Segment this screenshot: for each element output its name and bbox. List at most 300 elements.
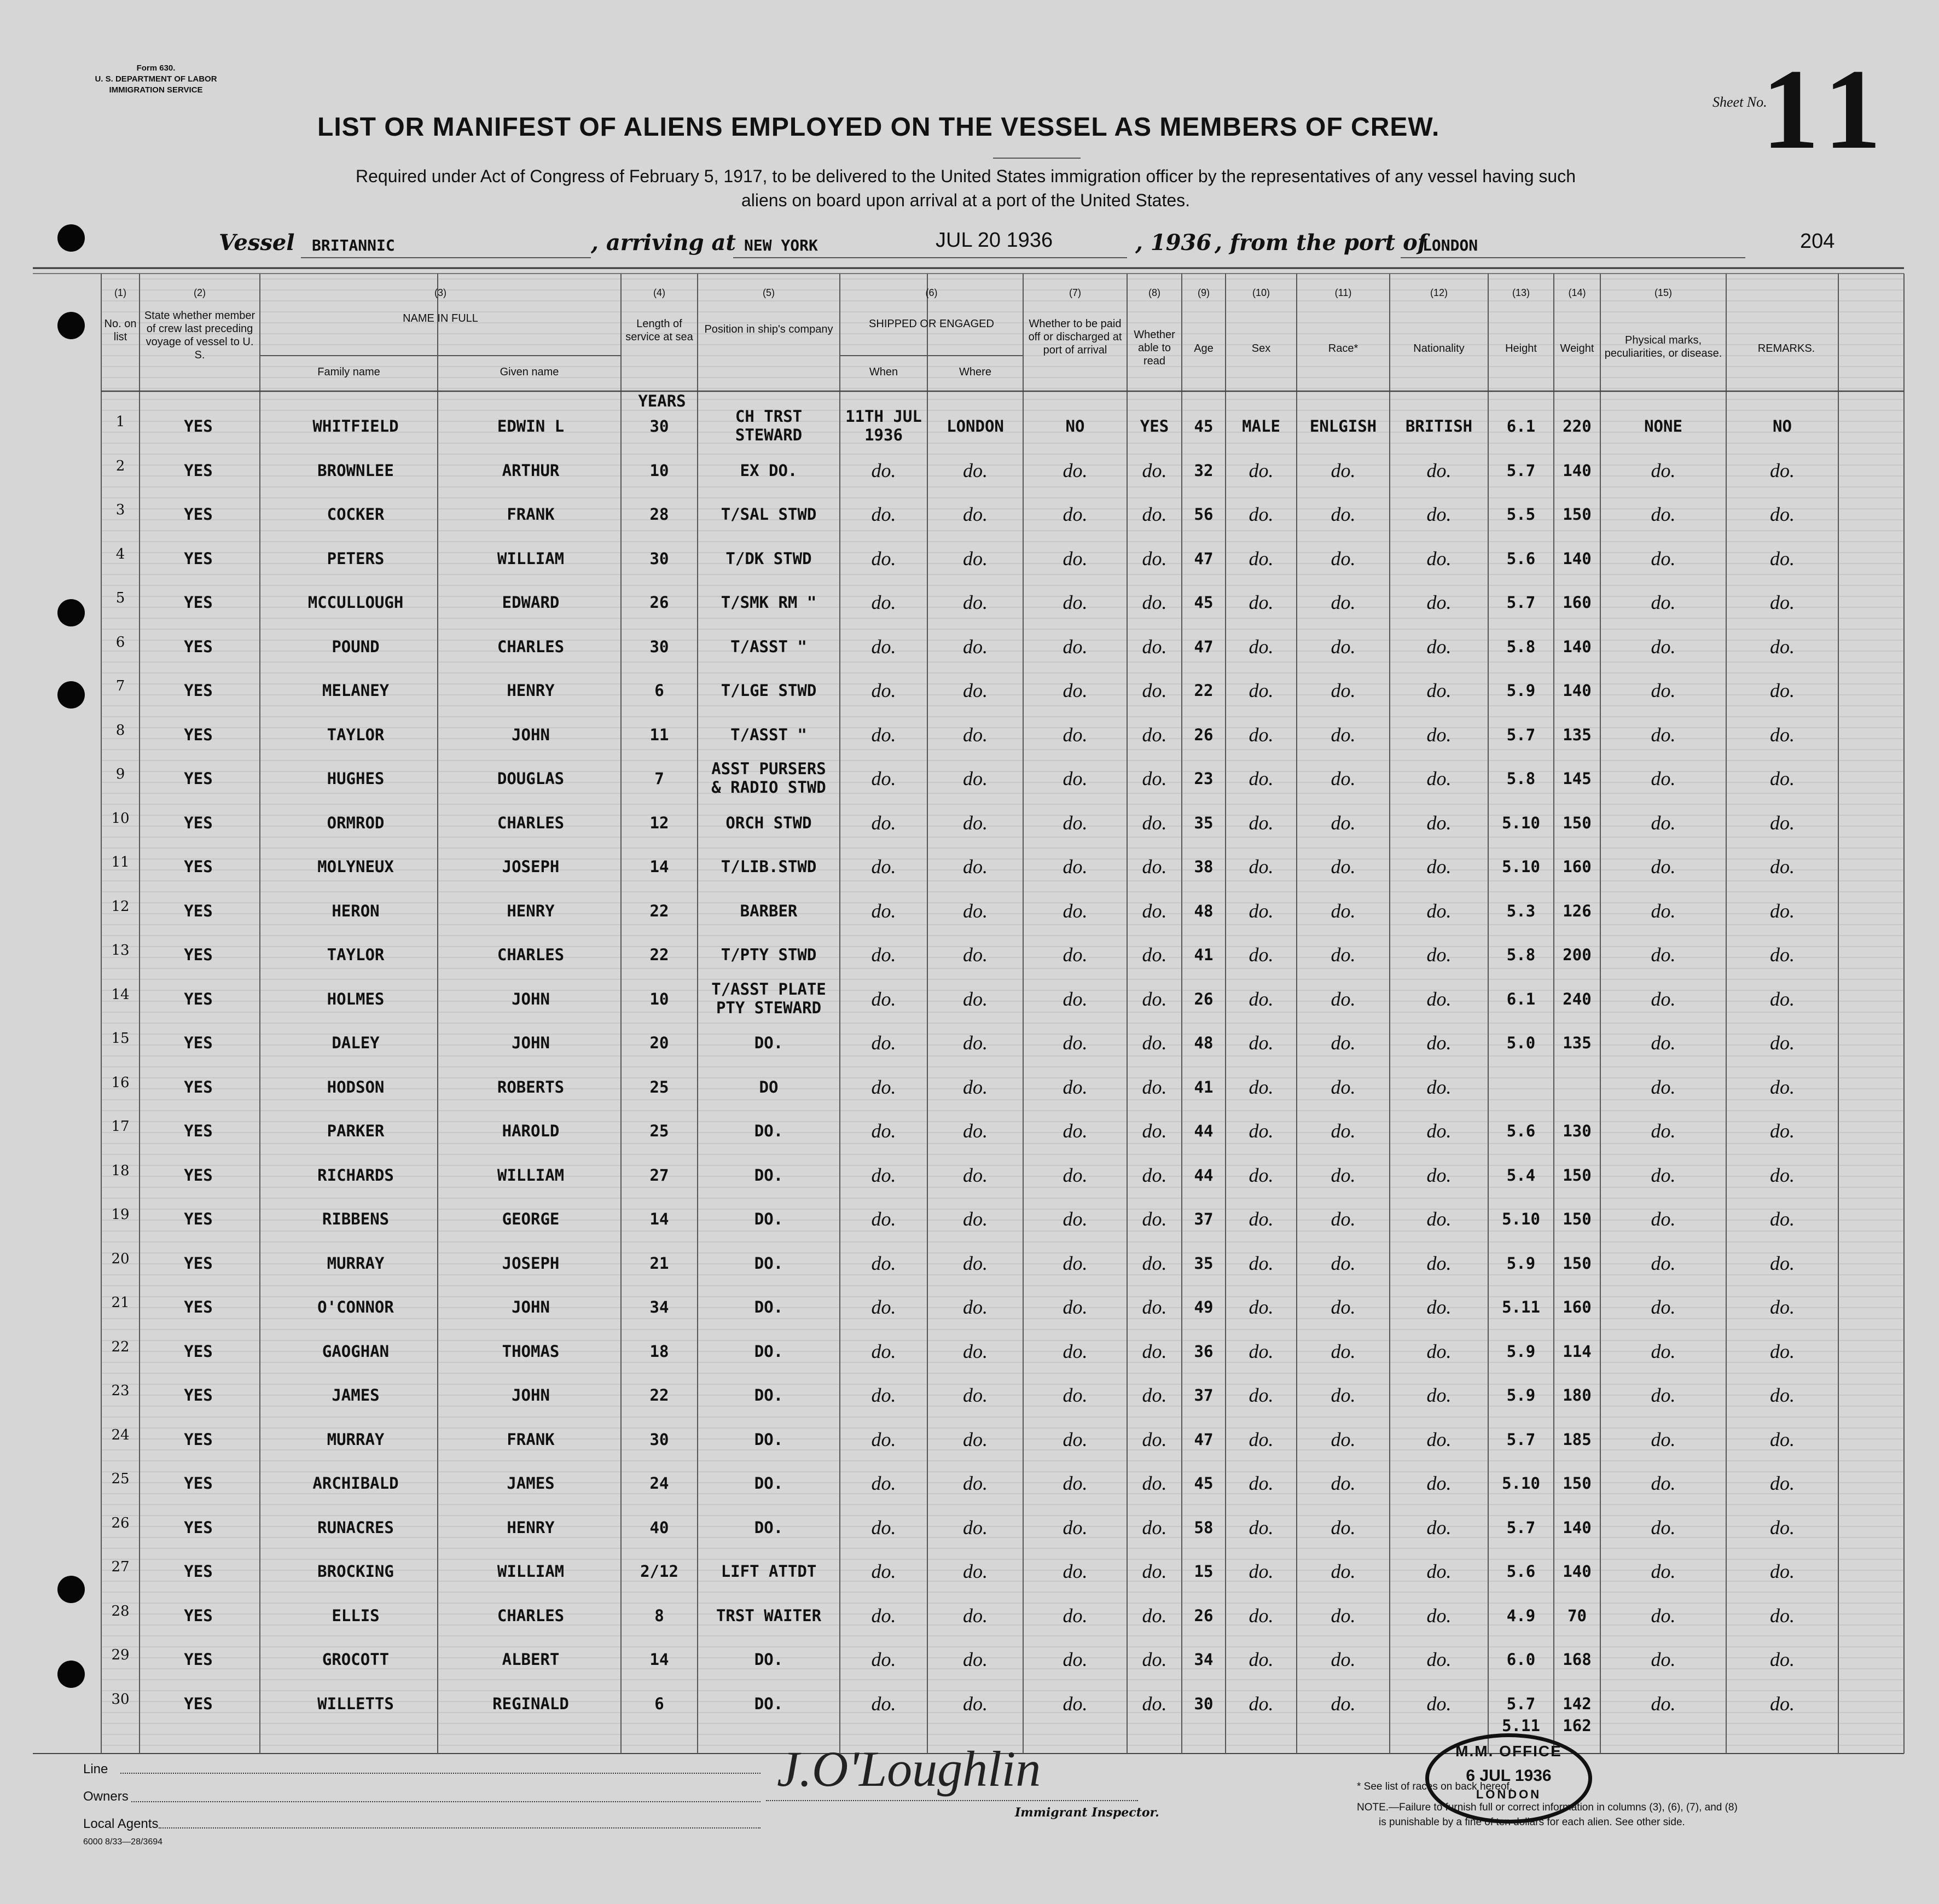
cell-service: 7 bbox=[654, 769, 664, 788]
cell-height: 6.1 bbox=[1506, 417, 1536, 436]
cell-read: do. bbox=[1142, 723, 1167, 746]
cell-service: 25 bbox=[649, 1122, 669, 1140]
cell-family: TAYLOR bbox=[327, 725, 385, 744]
cell-family: WHITFIELD bbox=[312, 417, 399, 436]
cell-remarks: do. bbox=[1770, 1208, 1795, 1230]
cell-height: 5.8 bbox=[1506, 637, 1536, 656]
cell-family: GAOGHAN bbox=[322, 1342, 390, 1361]
cell-no: 20 bbox=[111, 1250, 130, 1267]
cell-height: 5.9 bbox=[1506, 681, 1536, 700]
cell-weight: 150 bbox=[1563, 1165, 1592, 1185]
cell-read: do. bbox=[1142, 591, 1167, 613]
cell-when: do. bbox=[871, 1472, 896, 1494]
cell-service: 14 bbox=[649, 1210, 669, 1228]
cell-race: do. bbox=[1331, 1032, 1356, 1054]
cell-weight: 160 bbox=[1563, 593, 1592, 612]
cell-service: 40 bbox=[649, 1518, 669, 1537]
cell-age: 47 bbox=[1194, 637, 1214, 656]
cell-prev: YES bbox=[184, 1386, 213, 1404]
cell-paid: do. bbox=[1063, 1208, 1088, 1230]
column-header: Height bbox=[1505, 343, 1537, 355]
cell-given: EDWARD bbox=[502, 593, 560, 612]
cell-marks: do. bbox=[1651, 1296, 1676, 1318]
owners-label: Owners bbox=[83, 1789, 129, 1804]
cell-given: ALBERT bbox=[502, 1650, 560, 1669]
cell-family: ARCHIBALD bbox=[312, 1474, 399, 1493]
vessel-name: BRITANNIC bbox=[312, 236, 395, 254]
cell-given: JOHN bbox=[512, 1298, 550, 1316]
cell-remarks: do. bbox=[1770, 1120, 1795, 1142]
cell-race: do. bbox=[1331, 547, 1356, 570]
cell-marks: do. bbox=[1651, 723, 1676, 746]
cell-no: 26 bbox=[111, 1514, 130, 1531]
cell-read: do. bbox=[1142, 944, 1167, 966]
cell-weight: 150 bbox=[1563, 505, 1592, 524]
cell-age: 34 bbox=[1194, 1650, 1214, 1669]
cell-age: 48 bbox=[1194, 901, 1214, 920]
cell-no: 11 bbox=[111, 854, 130, 870]
cell-given: JOHN bbox=[512, 725, 550, 744]
cell-nationality: do. bbox=[1426, 988, 1452, 1010]
column-number: (1) bbox=[114, 287, 126, 298]
cell-race: do. bbox=[1331, 1692, 1356, 1715]
cell-remarks: do. bbox=[1770, 1692, 1795, 1715]
cell-when: do. bbox=[871, 1164, 896, 1186]
cell-when: do. bbox=[871, 899, 896, 922]
office-stamp bbox=[1425, 1733, 1592, 1824]
cell-given: THOMAS bbox=[502, 1342, 560, 1361]
cell-remarks: do. bbox=[1770, 1076, 1795, 1098]
cell-paid: do. bbox=[1063, 1692, 1088, 1715]
column-number: (9) bbox=[1198, 287, 1210, 298]
cell-no: 24 bbox=[111, 1426, 130, 1443]
cell-weight: 185 bbox=[1563, 1430, 1592, 1449]
cell-race: do. bbox=[1331, 503, 1356, 525]
cell-family: DALEY bbox=[332, 1034, 380, 1052]
cell-weight: 140 bbox=[1563, 461, 1592, 480]
cell-no: 12 bbox=[111, 898, 130, 915]
cell-where: do. bbox=[963, 1164, 988, 1186]
cell-remarks: do. bbox=[1770, 503, 1795, 525]
sub-column-header: When bbox=[869, 366, 898, 378]
cell-when: do. bbox=[871, 1428, 896, 1450]
cell-no: 21 bbox=[111, 1295, 130, 1311]
cell-family: BROCKING bbox=[317, 1562, 394, 1581]
from-port: LONDON bbox=[1423, 236, 1478, 254]
cell-where: do. bbox=[963, 1208, 988, 1230]
cell-read: YES bbox=[1140, 417, 1169, 436]
cell-family: ELLIS bbox=[332, 1606, 380, 1625]
cell-nationality: do. bbox=[1426, 680, 1452, 701]
cell-paid: do. bbox=[1063, 723, 1088, 746]
cell-race: do. bbox=[1331, 1340, 1356, 1362]
cell-when: do. bbox=[871, 591, 896, 613]
cell-sex: do. bbox=[1249, 811, 1274, 834]
cell-weight: 126 bbox=[1563, 901, 1592, 920]
cell-service: 18 bbox=[649, 1342, 669, 1361]
cell-when: do. bbox=[871, 1384, 896, 1406]
cell-nationality: do. bbox=[1426, 503, 1452, 525]
cell-remarks: do. bbox=[1770, 1340, 1795, 1362]
cell-height: 5.10 bbox=[1502, 1210, 1540, 1228]
cell-no: 22 bbox=[111, 1338, 130, 1355]
cell-age: 37 bbox=[1194, 1210, 1214, 1228]
cell-nationality: do. bbox=[1426, 547, 1452, 570]
page-subtitle: Required under Act of Congress of February 5, 1917, to be delivered to the United States immigration officer by the representatives of any vessel having such aliens on board upon arrival at a port of the United States. bbox=[356, 166, 1576, 210]
cell-nationality: do. bbox=[1426, 1560, 1452, 1582]
cell-nationality: do. bbox=[1426, 1604, 1452, 1627]
cell-where: do. bbox=[963, 856, 988, 878]
column-header: Whether able to read bbox=[1134, 329, 1175, 367]
cell-read: do. bbox=[1142, 1692, 1167, 1715]
cell-service: 30 bbox=[649, 637, 669, 656]
column-number: (11) bbox=[1334, 287, 1352, 298]
cell-service: 14 bbox=[649, 1650, 669, 1669]
cell-no: 7 bbox=[115, 678, 125, 694]
cell-remarks: do. bbox=[1770, 547, 1795, 570]
cell-position: T/ASST " bbox=[730, 725, 807, 744]
cell-age: 35 bbox=[1194, 1253, 1214, 1273]
cell-where: do. bbox=[963, 459, 988, 481]
cell-marks: do. bbox=[1651, 988, 1676, 1010]
cell-nationality: do. bbox=[1426, 944, 1452, 966]
cell-age: 41 bbox=[1194, 1077, 1214, 1096]
cell-remarks: do. bbox=[1770, 1428, 1795, 1450]
cell-nationality: do. bbox=[1426, 459, 1452, 481]
cell-height: 5.6 bbox=[1506, 1122, 1536, 1140]
sub-column-header: Family name bbox=[317, 366, 380, 378]
cell-height: 5.4 bbox=[1506, 1165, 1536, 1185]
cell-read: do. bbox=[1142, 1032, 1167, 1054]
cell-remarks: do. bbox=[1770, 591, 1795, 613]
cell-where: do. bbox=[963, 1648, 988, 1670]
cell-paid: do. bbox=[1063, 1428, 1088, 1450]
cell-race: do. bbox=[1331, 1164, 1356, 1186]
cell-read: do. bbox=[1142, 1516, 1167, 1539]
page-title: LIST OR MANIFEST OF ALIENS EMPLOYED ON THE VESSEL AS MEMBERS OF CREW. bbox=[317, 113, 1440, 142]
cell-height: 5.7 bbox=[1506, 593, 1536, 612]
cell-where: do. bbox=[963, 1252, 988, 1274]
form-code: Form 630. U. S. DEPARTMENT OF LABOR IMMIGRATION SERVICE bbox=[95, 63, 217, 95]
cell-height: 6.0 bbox=[1506, 1650, 1536, 1669]
cell-where: do. bbox=[963, 1296, 988, 1318]
date-stamp: JUL 20 1936 bbox=[936, 229, 1053, 252]
cell-sex: do. bbox=[1249, 856, 1274, 878]
cell-sex: do. bbox=[1249, 547, 1274, 570]
cell-where: do. bbox=[963, 899, 988, 922]
cell-no: 8 bbox=[115, 722, 125, 739]
cell-age: 26 bbox=[1194, 1606, 1214, 1625]
cell-sex: do. bbox=[1249, 1560, 1274, 1582]
cell-remarks: do. bbox=[1770, 944, 1795, 966]
cell-weight: 200 bbox=[1563, 945, 1592, 964]
cell-prev: YES bbox=[184, 637, 213, 656]
cell-weight: 180 bbox=[1563, 1386, 1592, 1404]
cell-height: 5.9 bbox=[1506, 1253, 1536, 1273]
cell-age: 48 bbox=[1194, 1034, 1214, 1052]
cell-sex: do. bbox=[1249, 1340, 1274, 1362]
cell-given: DOUGLAS bbox=[497, 769, 565, 788]
cell-service: 6 bbox=[654, 1694, 664, 1713]
cell-paid: do. bbox=[1063, 1032, 1088, 1054]
cell-read: do. bbox=[1142, 547, 1167, 570]
cell-where: do. bbox=[963, 811, 988, 834]
cell-position: DO. bbox=[754, 1165, 783, 1185]
cell-height: 5.11 bbox=[1502, 1298, 1540, 1316]
cell-weight: 140 bbox=[1563, 1518, 1592, 1537]
cell-given: JOSEPH bbox=[502, 1253, 560, 1273]
cell-paid: do. bbox=[1063, 1252, 1088, 1274]
column-number: (3) bbox=[434, 287, 446, 298]
footnote-penalty: NOTE.—Failure to furnish full or correct information in columns (3), (6), (7), and (8) bbox=[1357, 1802, 1738, 1813]
cell-nationality: do. bbox=[1426, 1032, 1452, 1054]
column-header: Whether to be paid off or discharged at port of arrival bbox=[1028, 318, 1122, 356]
cell-race: do. bbox=[1331, 635, 1356, 658]
inspector-signature: J.O'Loughlin bbox=[777, 1741, 1041, 1797]
cell-sex: do. bbox=[1249, 1516, 1274, 1539]
cell-weight: 140 bbox=[1563, 681, 1592, 700]
sub-column-header: Where bbox=[959, 366, 991, 378]
inspector-label: Immigrant Inspector. bbox=[1015, 1806, 1159, 1820]
cell-race: do. bbox=[1331, 1604, 1356, 1627]
cell-no: 6 bbox=[115, 634, 125, 651]
cell-marks: do. bbox=[1651, 1472, 1676, 1494]
cell-height: 5.7 bbox=[1506, 461, 1536, 480]
cell-where: do. bbox=[963, 680, 988, 701]
cell-read: do. bbox=[1142, 1384, 1167, 1406]
cell-age: 45 bbox=[1194, 593, 1214, 612]
cell-paid: do. bbox=[1063, 768, 1088, 790]
cell-weight: 240 bbox=[1563, 989, 1592, 1008]
column-number: (12) bbox=[1430, 287, 1448, 298]
cell-height: 5.8 bbox=[1506, 769, 1536, 788]
cell-no: 4 bbox=[115, 545, 125, 562]
years-label: YEARS bbox=[638, 392, 686, 410]
cell-read: do. bbox=[1142, 899, 1167, 922]
cell-remarks: do. bbox=[1770, 899, 1795, 922]
cell-age: 49 bbox=[1194, 1298, 1214, 1316]
cell-marks: do. bbox=[1651, 1120, 1676, 1142]
cell-given: GEORGE bbox=[502, 1210, 560, 1228]
cell-where: do. bbox=[963, 988, 988, 1010]
cell-height: 5.9 bbox=[1506, 1386, 1536, 1404]
cell-position: DO. bbox=[754, 1518, 783, 1537]
cell-age: 45 bbox=[1194, 417, 1214, 436]
cell-service: 14 bbox=[649, 857, 669, 876]
cell-paid: do. bbox=[1063, 503, 1088, 525]
cell-height: 5.3 bbox=[1506, 901, 1536, 920]
cell-height: 4.9 bbox=[1506, 1606, 1536, 1625]
cell-prev: YES bbox=[184, 1122, 213, 1140]
cell-prev: YES bbox=[184, 417, 213, 436]
cell-prev: YES bbox=[184, 1606, 213, 1625]
cell-service: 30 bbox=[649, 549, 669, 568]
cell-nationality: do. bbox=[1426, 723, 1452, 746]
cell-prev: YES bbox=[184, 1518, 213, 1537]
cell-sex: do. bbox=[1249, 1032, 1274, 1054]
cell-sex: do. bbox=[1249, 1472, 1274, 1494]
cell-marks: do. bbox=[1651, 1032, 1676, 1054]
cell-marks: do. bbox=[1651, 1384, 1676, 1406]
column-number: (4) bbox=[653, 287, 665, 298]
cell-position: T/PTY STWD bbox=[721, 945, 817, 964]
cell-race: do. bbox=[1331, 1428, 1356, 1450]
cell-when: do. bbox=[871, 1032, 896, 1054]
cell-prev: YES bbox=[184, 989, 213, 1008]
cell-given: EDWIN L bbox=[497, 417, 565, 436]
cell-height: 5.5 bbox=[1506, 505, 1536, 524]
cell-given: HENRY bbox=[507, 901, 555, 920]
cell-height: 5.7 bbox=[1506, 725, 1536, 744]
cell-remarks: do. bbox=[1770, 1296, 1795, 1318]
cell-nationality: do. bbox=[1426, 1428, 1452, 1450]
cell-age: 30 bbox=[1194, 1694, 1214, 1713]
cell-read: do. bbox=[1142, 635, 1167, 658]
cell-read: do. bbox=[1142, 1604, 1167, 1627]
cell-nationality: BRITISH bbox=[1405, 417, 1473, 436]
cell-given: WILLIAM bbox=[497, 1165, 565, 1185]
column-header: Length of service at sea bbox=[625, 318, 693, 343]
cell-when: do. bbox=[871, 1604, 896, 1627]
cell-service: 12 bbox=[649, 813, 669, 832]
cell-family: COCKER bbox=[327, 505, 385, 524]
cell-remarks: NO bbox=[1773, 417, 1792, 436]
cell-read: do. bbox=[1142, 1252, 1167, 1274]
cell-height: 5.7 bbox=[1506, 1694, 1536, 1713]
cell-position: T/LGE STWD bbox=[721, 681, 817, 700]
cell-marks: do. bbox=[1651, 459, 1676, 481]
cell-prev: YES bbox=[184, 1298, 213, 1316]
cell-nationality: do. bbox=[1426, 1692, 1452, 1715]
cell-paid: do. bbox=[1063, 899, 1088, 922]
cell-service: 6 bbox=[654, 681, 664, 700]
cell-read: do. bbox=[1142, 503, 1167, 525]
cell-position: DO. bbox=[754, 1210, 783, 1228]
cell-when: do. bbox=[871, 635, 896, 658]
cell-sex: do. bbox=[1249, 635, 1274, 658]
cell-prev: YES bbox=[184, 1342, 213, 1361]
cell-given: WILLIAM bbox=[497, 549, 565, 568]
column-header: Physical marks, peculiarities, or disease. bbox=[1604, 334, 1722, 359]
cell-sex: do. bbox=[1249, 1120, 1274, 1142]
cell-where: do. bbox=[963, 1076, 988, 1098]
cell-given: HENRY bbox=[507, 681, 555, 700]
cell-when: do. bbox=[871, 1076, 896, 1098]
column-header: State whether member of crew last preceding voyage of vessel to U. S. bbox=[144, 310, 256, 361]
cell-marks: do. bbox=[1651, 856, 1676, 878]
cell-marks: do. bbox=[1651, 591, 1676, 613]
cell-age: 58 bbox=[1194, 1518, 1214, 1537]
cell-weight: 135 bbox=[1563, 1034, 1592, 1052]
cell-prev: YES bbox=[184, 1474, 213, 1493]
cell-given: JOHN bbox=[512, 989, 550, 1008]
cell-sex: MALE bbox=[1242, 417, 1280, 436]
cell-where: do. bbox=[963, 1428, 988, 1450]
cell-marks: NONE bbox=[1644, 417, 1682, 436]
cell-no: 28 bbox=[111, 1603, 130, 1619]
cell-marks: do. bbox=[1651, 680, 1676, 701]
cell-no: 17 bbox=[111, 1118, 130, 1135]
cell-read: do. bbox=[1142, 1472, 1167, 1494]
cell-where: do. bbox=[963, 547, 988, 570]
cell-nationality: do. bbox=[1426, 1648, 1452, 1670]
cell-age: 47 bbox=[1194, 1430, 1214, 1449]
cell-nationality: do. bbox=[1426, 1164, 1452, 1186]
cell-no: 16 bbox=[111, 1074, 130, 1091]
cell-family: BROWNLEE bbox=[317, 461, 394, 480]
cell-no: 2 bbox=[115, 457, 125, 474]
cell-nationality: do. bbox=[1426, 1076, 1452, 1098]
cell-age: 23 bbox=[1194, 769, 1214, 788]
cell-prev: YES bbox=[184, 461, 213, 480]
cell-no: 27 bbox=[111, 1559, 130, 1575]
cell-when: do. bbox=[871, 680, 896, 701]
cell-when: do. bbox=[871, 1340, 896, 1362]
cell-height: 5.10 bbox=[1502, 857, 1540, 876]
cell-no: 18 bbox=[111, 1162, 130, 1179]
cell-service: 2/12 bbox=[640, 1562, 678, 1581]
cell-where: do. bbox=[963, 1560, 988, 1582]
cell-position: CH TRST STEWARD bbox=[735, 407, 803, 444]
cell-where: do. bbox=[963, 1340, 988, 1362]
cell-where: do. bbox=[963, 635, 988, 658]
cell-race: do. bbox=[1331, 723, 1356, 746]
cell-service: 8 bbox=[654, 1606, 664, 1625]
cell-height: 5.8 bbox=[1506, 945, 1536, 964]
cell-where: LONDON bbox=[947, 417, 1004, 436]
cell-sex: do. bbox=[1249, 459, 1274, 481]
cell-given: WILLIAM bbox=[497, 1562, 565, 1581]
cell-family: ORMROD bbox=[327, 813, 385, 832]
cell-family: HUGHES bbox=[327, 769, 385, 788]
cell-race: do. bbox=[1331, 1384, 1356, 1406]
stamp-city: LONDON bbox=[1476, 1787, 1542, 1801]
cell-remarks: do. bbox=[1770, 1032, 1795, 1054]
cell-age: 22 bbox=[1194, 681, 1214, 700]
cell-position: LIFT ATTDT bbox=[721, 1562, 817, 1581]
cell-sex: do. bbox=[1249, 988, 1274, 1010]
cell-height: 5.11 bbox=[1502, 1716, 1540, 1735]
cell-remarks: do. bbox=[1770, 988, 1795, 1010]
cell-nationality: do. bbox=[1426, 811, 1452, 834]
cell-weight: 142 bbox=[1563, 1694, 1592, 1713]
cell-remarks: do. bbox=[1770, 1648, 1795, 1670]
cell-race: do. bbox=[1331, 1208, 1356, 1230]
cell-race: do. bbox=[1331, 1648, 1356, 1670]
cell-paid: NO bbox=[1065, 417, 1085, 436]
cell-when: do. bbox=[871, 723, 896, 746]
cell-where: do. bbox=[963, 1384, 988, 1406]
cell-age: 38 bbox=[1194, 857, 1214, 876]
cell-given: JOHN bbox=[512, 1386, 550, 1404]
cell-paid: do. bbox=[1063, 1120, 1088, 1142]
cell-no: 23 bbox=[111, 1383, 130, 1399]
cell-weight: 140 bbox=[1563, 549, 1592, 568]
cell-when: do. bbox=[871, 1120, 896, 1142]
cell-service: 21 bbox=[649, 1253, 669, 1273]
cell-race: do. bbox=[1331, 944, 1356, 966]
cell-race: do. bbox=[1331, 768, 1356, 790]
column-header: Sex bbox=[1251, 343, 1271, 355]
cell-family: MELANEY bbox=[322, 681, 390, 700]
cell-service: 10 bbox=[649, 989, 669, 1008]
sheet-label: Sheet No. bbox=[1712, 94, 1767, 110]
cell-height: 5.6 bbox=[1506, 1562, 1536, 1581]
cell-sex: do. bbox=[1249, 899, 1274, 922]
cell-service: 24 bbox=[649, 1474, 669, 1493]
column-number: (13) bbox=[1512, 287, 1530, 298]
cell-prev: YES bbox=[184, 1650, 213, 1669]
